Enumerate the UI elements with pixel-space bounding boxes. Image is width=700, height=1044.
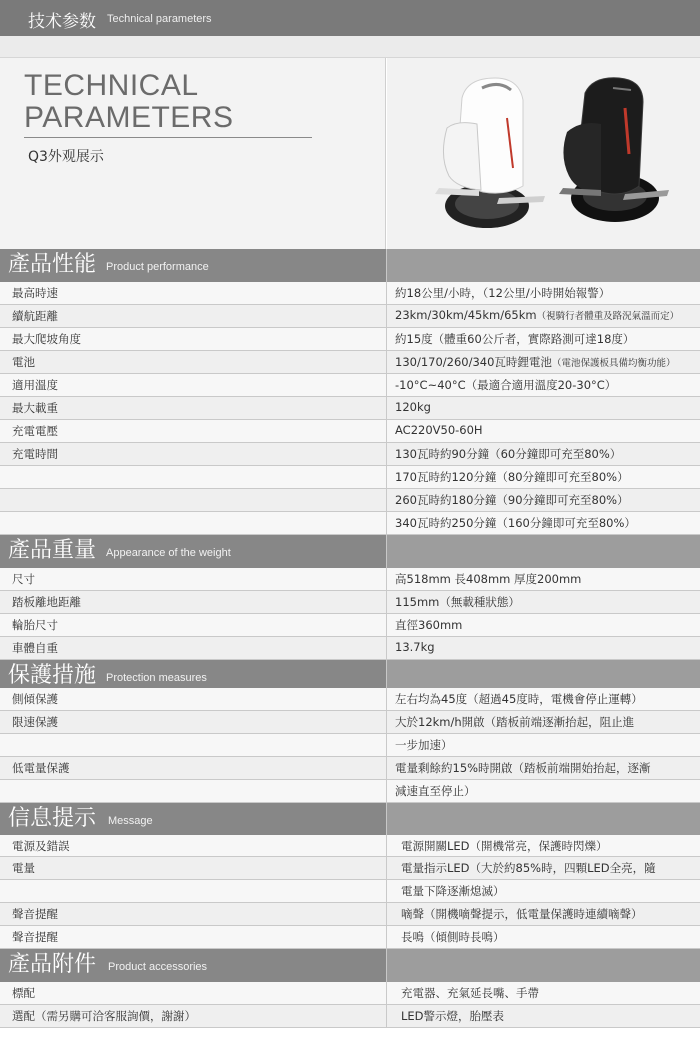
hero-title-line1: TECHNICAL bbox=[24, 69, 199, 102]
spec-row bbox=[0, 512, 700, 535]
spec-row bbox=[0, 688, 700, 711]
spec-label: 車體自重 bbox=[12, 641, 58, 655]
spec-label: 續航距離 bbox=[12, 309, 58, 323]
spec-row bbox=[0, 757, 700, 780]
hero-title-line2: PARAMETERS bbox=[24, 101, 234, 134]
spec-row bbox=[0, 734, 700, 757]
spec-label: 最高時速 bbox=[12, 286, 58, 300]
hero-subtitle: Q3外观展示 bbox=[28, 149, 104, 165]
spec-label: 選配（需另購可洽客服詢價，謝謝） bbox=[12, 1009, 196, 1023]
black-unicycle-image bbox=[559, 78, 669, 222]
spec-row bbox=[0, 591, 700, 614]
section-subtitle: Protection measures bbox=[106, 672, 207, 684]
spec-label: 最大爬坡角度 bbox=[12, 332, 81, 346]
spec-row bbox=[0, 466, 700, 489]
product-image-panel bbox=[387, 58, 700, 249]
spec-label: 聲音提醒 bbox=[12, 930, 58, 944]
spec-value: 115mm（無載種狀態） bbox=[395, 595, 520, 609]
spec-value: 170瓦時約120分鐘（80分鐘即可充至80%） bbox=[395, 470, 629, 484]
spec-value: 一步加速） bbox=[395, 738, 453, 752]
spec-row bbox=[0, 614, 700, 637]
spec-label: 標配 bbox=[12, 986, 35, 1000]
spec-row bbox=[0, 903, 700, 926]
spec-value: 23km/30km/45km/65km（視騎行者體重及路況氣溫而定） bbox=[395, 308, 680, 322]
hero-divider bbox=[24, 137, 312, 138]
section-header-accessories bbox=[0, 949, 700, 982]
spec-note: （視騎行者體重及路況氣溫而定） bbox=[536, 311, 680, 322]
spec-label: 適用溫度 bbox=[12, 378, 58, 392]
section-title: 產品附件 bbox=[8, 952, 97, 977]
spec-value: 電源開關LED（開機常亮，保護時閃爍） bbox=[401, 839, 608, 853]
spec-label: 限速保護 bbox=[12, 715, 58, 729]
spec-value: 130/170/260/340瓦時鋰電池（電池保護板具備均衡功能） bbox=[395, 355, 676, 369]
spec-value: 充電器、充氣延長嘴、手帶 bbox=[401, 986, 539, 1000]
spec-label: 電量 bbox=[12, 861, 35, 875]
spec-row bbox=[0, 420, 700, 443]
spec-value: 電量下降逐漸熄滅） bbox=[401, 884, 505, 898]
spec-row bbox=[0, 305, 700, 328]
section-title: 產品性能 bbox=[8, 252, 97, 277]
header-spacer bbox=[0, 36, 700, 58]
section-subtitle: Message bbox=[108, 815, 153, 827]
spec-value: 大於12km/h開啟（踏板前端逐漸抬起，阻止進 bbox=[395, 715, 635, 729]
header-title: 技术参数 bbox=[28, 12, 96, 32]
spec-value: 直徑360mm bbox=[395, 618, 463, 632]
spec-value: 減速直至停止） bbox=[395, 784, 476, 798]
white-unicycle-image bbox=[435, 78, 545, 228]
spec-value: LED警示燈，胎壓表 bbox=[401, 1009, 505, 1023]
spec-row bbox=[0, 282, 700, 305]
spec-value: 130瓦時約90分鐘（60分鐘即可充至80%） bbox=[395, 447, 622, 461]
unicycle-product-image bbox=[387, 58, 700, 249]
spec-note: （電池保護板具備均衡功能） bbox=[551, 358, 676, 369]
spec-value: 260瓦時約180分鐘（90分鐘即可充至80%） bbox=[395, 493, 629, 507]
spec-row bbox=[0, 1005, 700, 1028]
spec-row bbox=[0, 637, 700, 660]
spec-row bbox=[0, 711, 700, 734]
spec-value: 340瓦時約250分鐘（160分鐘即可充至80%） bbox=[395, 516, 636, 530]
section-title: 保護措施 bbox=[8, 663, 97, 688]
section-title: 產品重量 bbox=[8, 538, 97, 563]
header-subtitle: Technical parameters bbox=[107, 13, 212, 25]
spec-row bbox=[0, 489, 700, 512]
spec-value: 電量指示LED（大於約85%時，四顆LED全亮，隨 bbox=[401, 861, 656, 875]
spec-value: 嘀聲（開機嘀聲提示，低電量保護時連續嘀聲） bbox=[401, 907, 643, 921]
spec-label: 聲音提醒 bbox=[12, 907, 58, 921]
spec-label: 踏板離地距離 bbox=[12, 595, 81, 609]
section-subtitle: Product accessories bbox=[108, 961, 208, 973]
spec-row bbox=[0, 397, 700, 420]
spec-value: 約18公里/小時，（12公里/小時開始報警） bbox=[395, 286, 611, 300]
spec-label: 電源及錯誤 bbox=[12, 839, 70, 853]
spec-row bbox=[0, 568, 700, 591]
spec-value: 左右均為45度（超過45度時，電機會停止運轉） bbox=[395, 692, 643, 706]
top-header-bar bbox=[0, 0, 700, 36]
spec-row bbox=[0, 880, 700, 903]
spec-row bbox=[0, 443, 700, 466]
spec-row bbox=[0, 835, 700, 857]
section-subtitle: Product performance bbox=[106, 261, 209, 273]
spec-row bbox=[0, 982, 700, 1005]
spec-value: AC220V50-60H bbox=[395, 423, 483, 437]
spec-row bbox=[0, 374, 700, 397]
spec-row bbox=[0, 328, 700, 351]
section-header-performance bbox=[0, 249, 700, 282]
section-subtitle: Appearance of the weight bbox=[106, 547, 231, 559]
spec-label: 充電時間 bbox=[12, 447, 58, 461]
spec-label: 電池 bbox=[12, 355, 35, 369]
hero-title-panel bbox=[0, 58, 386, 249]
section-header-message bbox=[0, 803, 700, 836]
spec-value: 電量剩餘約15%時開啟（踏板前端開始抬起，逐漸 bbox=[395, 761, 651, 775]
spec-label: 尺寸 bbox=[12, 572, 35, 586]
section-title: 信息提示 bbox=[8, 806, 97, 831]
spec-label: 充電電壓 bbox=[12, 424, 58, 438]
spec-value: 高518mm 長408mm 厚度200mm bbox=[395, 572, 582, 586]
spec-row bbox=[0, 780, 700, 803]
spec-label: 最大載重 bbox=[12, 401, 58, 415]
spec-row bbox=[0, 351, 700, 374]
spec-row bbox=[0, 926, 700, 949]
spec-value: 120kg bbox=[395, 400, 431, 414]
spec-label: 低電量保護 bbox=[12, 761, 70, 775]
spec-label: 輪胎尺寸 bbox=[12, 618, 58, 632]
spec-value: 長鳴（傾側時長鳴） bbox=[401, 930, 505, 944]
spec-value: 約15度（體重60公斤者，實際路測可達18度） bbox=[395, 332, 635, 346]
section-header-weight bbox=[0, 535, 700, 568]
spec-label: 側傾保護 bbox=[12, 692, 58, 706]
spec-row bbox=[0, 857, 700, 880]
spec-value: -10°C~40°C（最適合適用溫度20-30°C） bbox=[395, 378, 617, 392]
spec-value: 13.7kg bbox=[395, 640, 435, 654]
